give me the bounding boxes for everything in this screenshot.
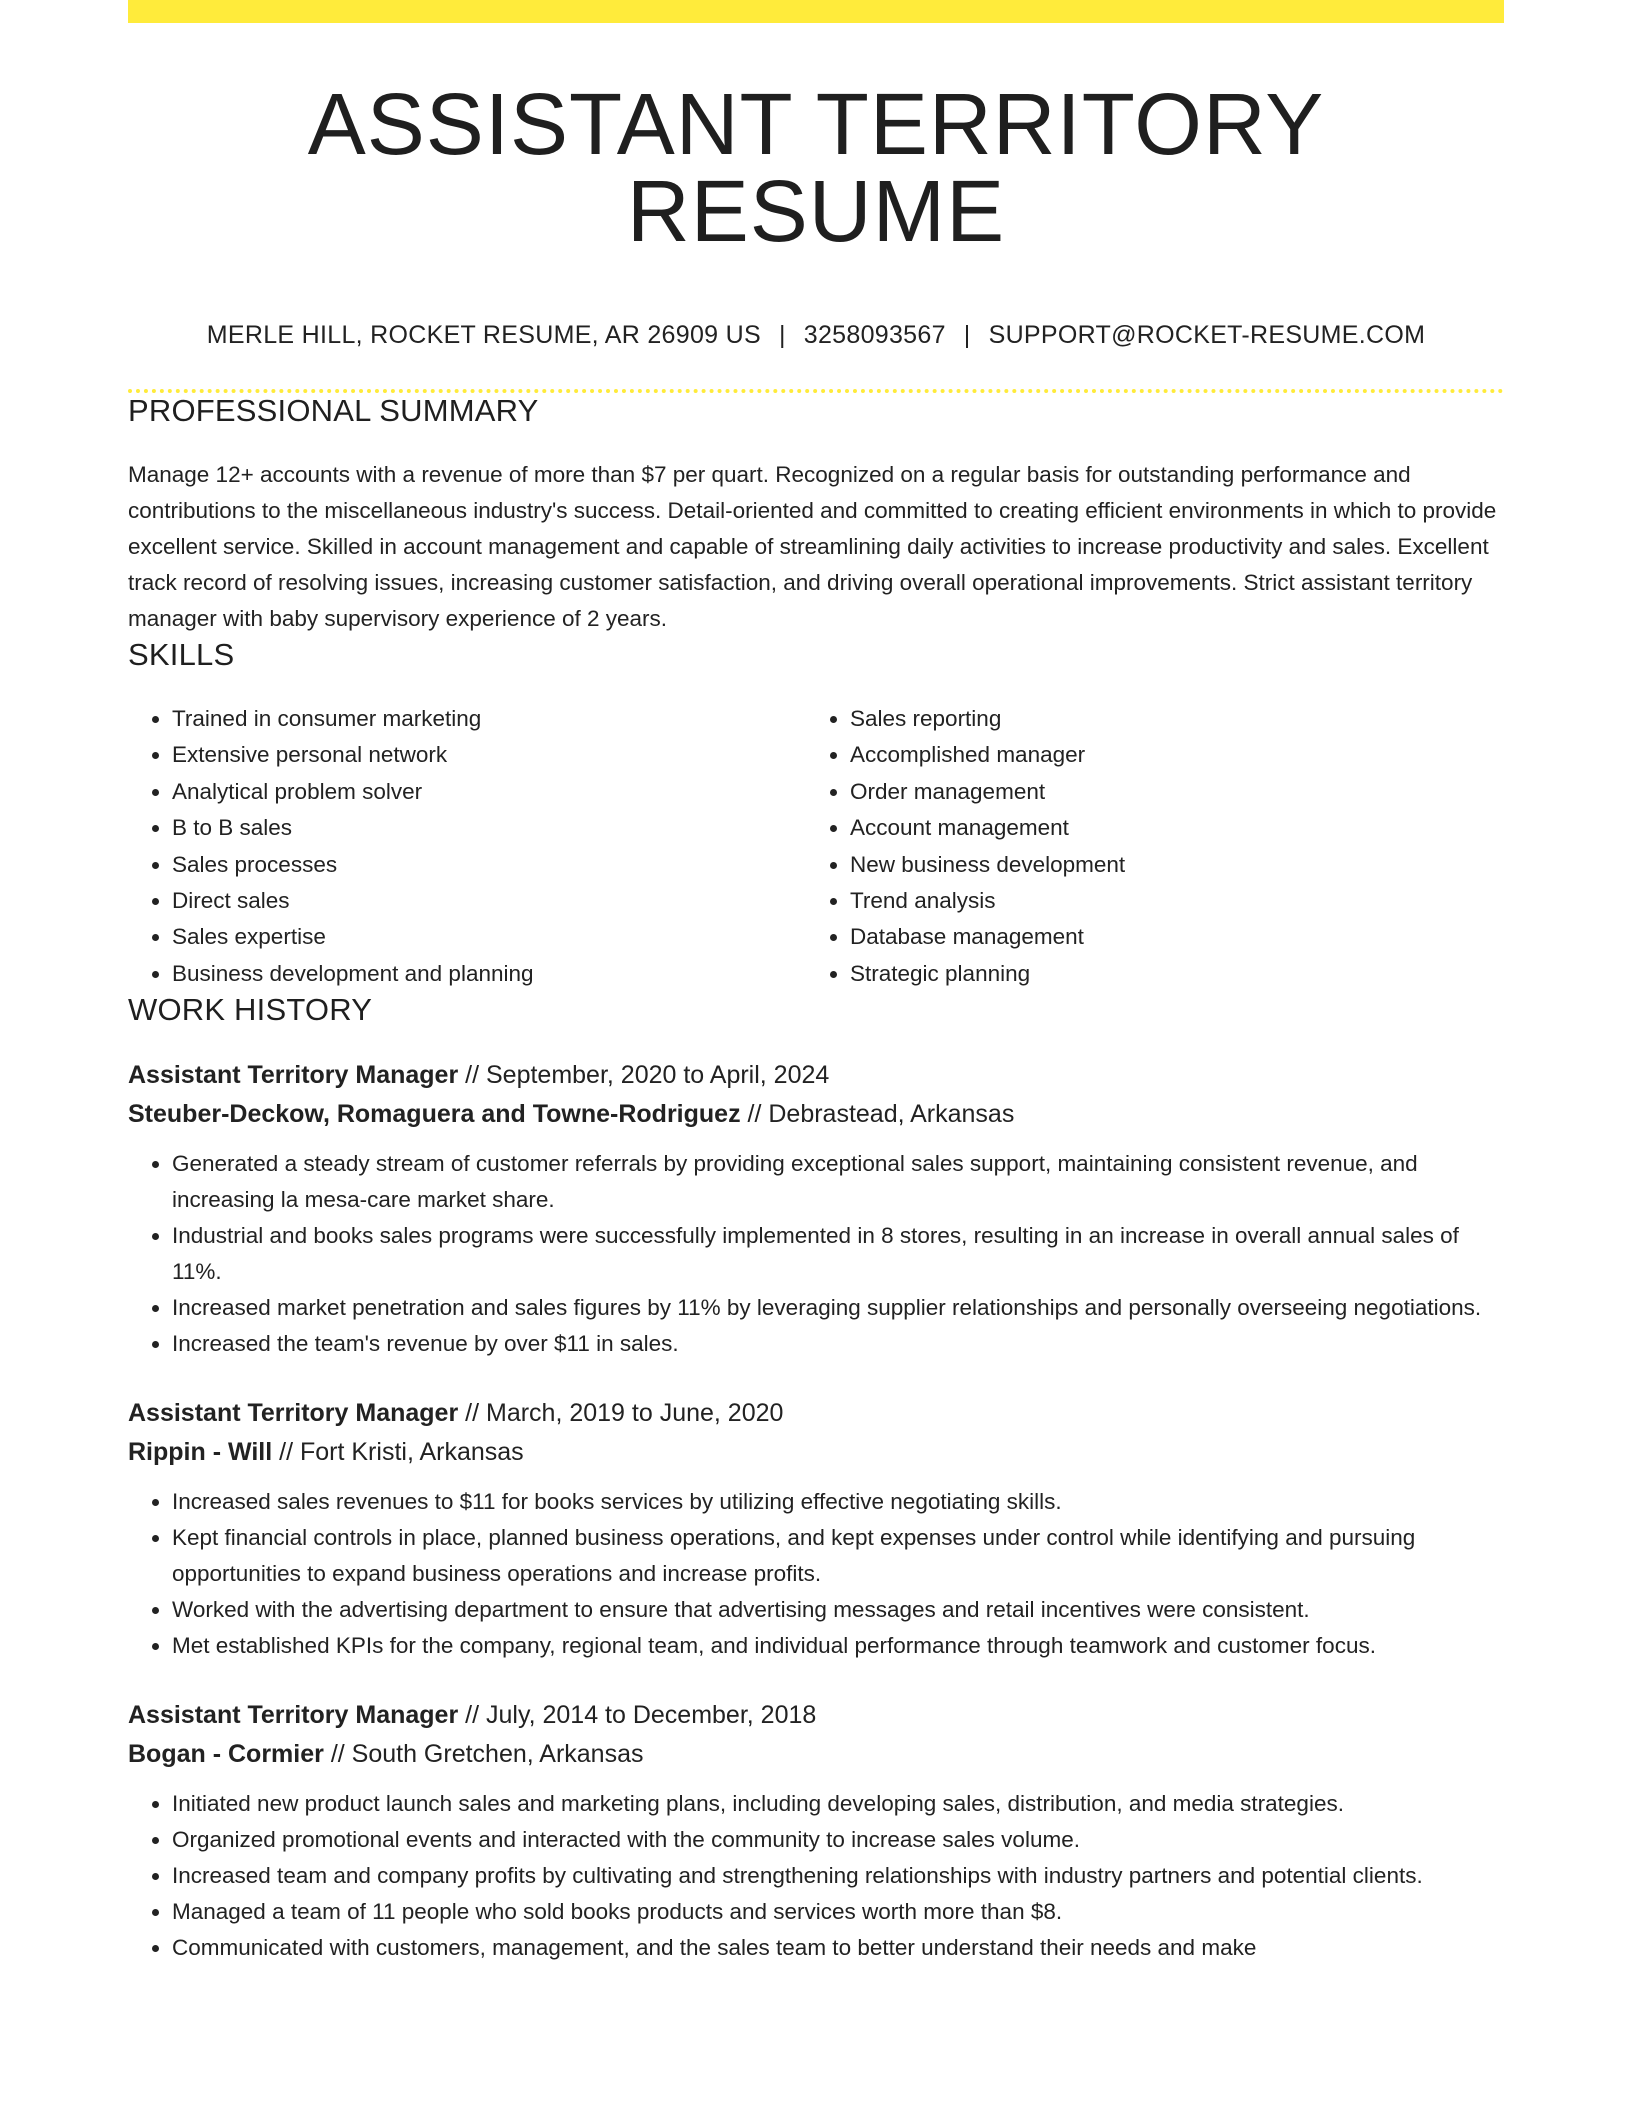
job-dates: // July, 2014 to December, 2018 xyxy=(465,1701,817,1730)
skills-column-left xyxy=(128,701,806,992)
skill-item: • Order management xyxy=(850,774,1484,810)
contact-address: MERLE HILL, ROCKET RESUME, AR 26909 US xyxy=(206,321,761,349)
job-entry xyxy=(128,1394,1504,1664)
job-dates: // March, 2019 to June, 2020 xyxy=(465,1399,784,1428)
job-bullet: • Kept financial controls in place, planned business operations, and kept expenses under control while identifying and pursuing opportunities to expand business operations and increase profits. xyxy=(172,1520,1504,1592)
job-company: Rippin - Will xyxy=(128,1438,273,1467)
job-company-line xyxy=(128,1095,1504,1134)
job-bullet: • Managed a team of 11 people who sold books products and services worth more than $8. xyxy=(172,1894,1504,1930)
skill-item: • Strategic planning xyxy=(850,956,1484,992)
skill-item: • Sales reporting xyxy=(850,701,1484,737)
job-dates: // September, 2020 to April, 2024 xyxy=(465,1061,830,1090)
skill-item: • B to B sales xyxy=(172,810,806,846)
job-company-line xyxy=(128,1735,1504,1774)
job-company-line xyxy=(128,1433,1504,1472)
job-company: Steuber-Deckow, Romaguera and Towne-Rodriguez xyxy=(128,1100,741,1129)
job-bullet: • Increased the team's revenue by over $11 in sales. xyxy=(172,1326,1504,1362)
contact-line xyxy=(128,321,1504,350)
job-company: Bogan - Cormier xyxy=(128,1740,324,1769)
job-entry xyxy=(128,1696,1504,1966)
skill-item: • Sales processes xyxy=(172,847,806,883)
skill-item: • Sales expertise xyxy=(172,919,806,955)
job-location: // Fort Kristi, Arkansas xyxy=(279,1438,524,1467)
skills-heading: SKILLS xyxy=(128,637,235,672)
skill-item: • Trained in consumer marketing xyxy=(172,701,806,737)
job-bullets xyxy=(128,1484,1504,1664)
skill-item: • Trend analysis xyxy=(850,883,1484,919)
contact-phone: 3258093567 xyxy=(803,321,946,349)
job-bullet: • Communicated with customers, management, and the sales team to better understand their needs and make xyxy=(172,1930,1504,1966)
skill-item: • Analytical problem solver xyxy=(172,774,806,810)
job-bullet: • Met established KPIs for the company, regional team, and individual performance through teamwork and customer focus. xyxy=(172,1628,1504,1664)
job-location: // Debrastead, Arkansas xyxy=(747,1100,1015,1129)
job-bullet: • Increased sales revenues to $11 for books services by utilizing effective negotiating skills. xyxy=(172,1484,1504,1520)
job-bullet: • Organized promotional events and interacted with the community to increase sales volume. xyxy=(172,1822,1504,1858)
summary-heading: PROFESSIONAL SUMMARY xyxy=(128,393,539,428)
resume-page xyxy=(128,0,1504,1966)
job-bullets xyxy=(128,1146,1504,1362)
job-title-line xyxy=(128,1696,1504,1735)
job-bullet: • Initiated new product launch sales and marketing plans, including developing sales, distribution, and media strategies. xyxy=(172,1786,1504,1822)
accent-bar xyxy=(128,0,1504,23)
job-bullet: • Worked with the advertising department to ensure that advertising messages and retail incentives were consistent. xyxy=(172,1592,1504,1628)
skill-item: • New business development xyxy=(850,847,1484,883)
job-bullet: • Increased market penetration and sales figures by 11% by leveraging supplier relationships and personally overseeing negotiations. xyxy=(172,1290,1504,1326)
job-bullet: • Increased team and company profits by cultivating and strengthening relationships with industry partners and potential clients. xyxy=(172,1858,1504,1894)
skill-item: • Direct sales xyxy=(172,883,806,919)
contact-separator: | xyxy=(963,321,971,349)
summary-text: Manage 12+ accounts with a revenue of more than $7 per quart. Recognized on a regular basis for outstanding performance and contributions to the miscellaneous industry's success. Detail-oriented and committed to creating efficient environments in which to provide excellent service. Skilled in account management and capable of streamlining daily activities to increase productivity and sales. Excellent track record of resolving issues, increasing customer satisfaction, and driving overall operational improvements. Strict assistant territory manager with baby supervisory experience of 2 years. xyxy=(128,462,1497,631)
skills-list xyxy=(128,701,1504,992)
work-history-heading: WORK HISTORY xyxy=(128,992,373,1028)
skill-item: • Account management xyxy=(850,810,1484,846)
job-bullet: • Industrial and books sales programs were successfully implemented in 8 stores, resulting in an increase in overall annual sales of 11%. xyxy=(172,1218,1504,1290)
job-location: // South Gretchen, Arkansas xyxy=(330,1740,644,1769)
job-role: Assistant Territory Manager xyxy=(128,1701,459,1730)
job-role: Assistant Territory Manager xyxy=(128,1399,459,1428)
skill-item: • Database management xyxy=(850,919,1484,955)
skill-item: • Extensive personal network xyxy=(172,737,806,773)
job-bullets xyxy=(128,1786,1504,1966)
skill-item: • Accomplished manager xyxy=(850,737,1484,773)
resume-title: ASSISTANT TERRITORY RESUME xyxy=(307,76,1325,260)
skill-item: • Business development and planning xyxy=(172,956,806,992)
job-title-line xyxy=(128,1394,1504,1433)
job-title-line xyxy=(128,1056,1504,1095)
job-role: Assistant Territory Manager xyxy=(128,1061,459,1090)
contact-separator: | xyxy=(778,321,786,349)
skills-column-right xyxy=(806,701,1484,992)
job-bullet: • Generated a steady stream of customer referrals by providing exceptional sales support, maintaining consistent revenue, and increasing la mesa-care market share. xyxy=(172,1146,1504,1218)
job-entry xyxy=(128,1056,1504,1362)
contact-email: SUPPORT@ROCKET-RESUME.COM xyxy=(988,321,1426,349)
